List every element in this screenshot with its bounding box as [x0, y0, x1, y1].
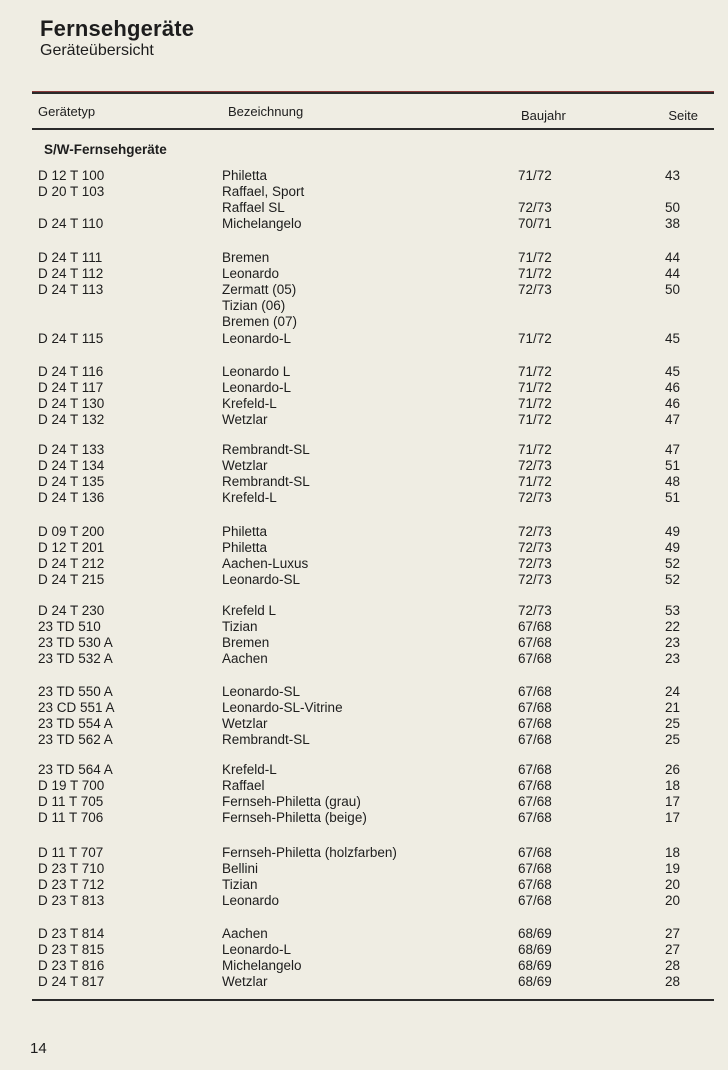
- year-cell: 72/73: [518, 603, 552, 618]
- page-cell: 53: [664, 603, 680, 618]
- device-type-cell: D 24 T 212: [38, 556, 105, 571]
- device-type-cell: D 23 T 712: [38, 877, 105, 892]
- page-cell: 27: [664, 926, 680, 941]
- year-cell: 67/68: [518, 651, 552, 666]
- page-cell: 26: [664, 762, 680, 777]
- designation-cell: Fernseh-Philetta (beige): [222, 810, 367, 825]
- year-cell: 67/68: [518, 778, 552, 793]
- page-cell: 52: [664, 572, 680, 587]
- table-row: [0, 716, 728, 732]
- designation-cell: Krefeld-L: [222, 396, 277, 411]
- year-cell: 71/72: [518, 396, 552, 411]
- device-type-cell: D 11 T 705: [38, 794, 104, 809]
- year-cell: 68/69: [518, 926, 552, 941]
- year-cell: 71/72: [518, 331, 552, 346]
- table-row: [0, 298, 728, 314]
- page-cell: 23: [664, 635, 680, 650]
- table-row: [0, 684, 728, 700]
- device-type-cell: D 24 T 130: [38, 396, 105, 411]
- designation-cell: Raffael: [222, 778, 265, 793]
- year-cell: 71/72: [518, 380, 552, 395]
- table-row: [0, 314, 728, 330]
- device-type-cell: D 24 T 132: [38, 412, 105, 427]
- designation-cell: Aachen: [222, 926, 268, 941]
- table-row: [0, 572, 728, 588]
- page-cell: 48: [664, 474, 680, 489]
- designation-cell: Wetzlar: [222, 458, 268, 473]
- designation-cell: Tizian (06): [222, 298, 286, 313]
- device-type-cell: D 24 T 230: [38, 603, 105, 618]
- year-cell: 67/68: [518, 716, 552, 731]
- device-type-cell: D 19 T 700: [38, 778, 105, 793]
- table-row: [0, 877, 728, 893]
- table-row: [0, 250, 728, 266]
- year-cell: 71/72: [518, 442, 552, 457]
- designation-cell: Raffael, Sport: [222, 184, 305, 199]
- page-cell: 46: [664, 396, 680, 411]
- table-row: [0, 556, 728, 572]
- year-cell: 67/68: [518, 877, 552, 892]
- year-cell: 68/69: [518, 974, 552, 989]
- table-row: [0, 762, 728, 778]
- page-cell: 25: [664, 716, 680, 731]
- table-row: [0, 778, 728, 794]
- column-header-year: Baujahr: [521, 108, 566, 123]
- device-type-cell: 23 TD 564 A: [38, 762, 113, 777]
- designation-cell: Leonardo-SL-Vitrine: [222, 700, 343, 715]
- device-type-cell: 23 TD 554 A: [38, 716, 113, 731]
- table-row: [0, 893, 728, 909]
- designation-cell: Zermatt (05): [222, 282, 297, 297]
- device-type-cell: D 11 T 707: [38, 845, 104, 860]
- year-cell: 67/68: [518, 635, 552, 650]
- year-cell: 72/73: [518, 200, 552, 215]
- year-cell: 72/73: [518, 490, 552, 505]
- designation-cell: Michelangelo: [222, 958, 302, 973]
- table-row: [0, 200, 728, 216]
- year-cell: 68/69: [518, 958, 552, 973]
- table-row: [0, 635, 728, 651]
- year-cell: 68/69: [518, 942, 552, 957]
- page-cell: 50: [664, 200, 680, 215]
- device-type-cell: D 12 T 201: [38, 540, 105, 555]
- page-cell: 45: [664, 331, 680, 346]
- page-cell: 46: [664, 380, 680, 395]
- device-type-cell: D 24 T 115: [38, 331, 104, 346]
- device-type-cell: D 24 T 117: [38, 380, 104, 395]
- year-cell: 72/73: [518, 540, 552, 555]
- page-title: Fernsehgeräte: [40, 16, 195, 41]
- device-type-cell: 23 TD 532 A: [38, 651, 113, 666]
- designation-cell: Bremen (07): [222, 314, 298, 329]
- table-row: [0, 380, 728, 396]
- device-type-cell: D 24 T 215: [38, 572, 105, 587]
- designation-cell: Bellini: [222, 861, 259, 876]
- designation-cell: Michelangelo: [222, 216, 302, 231]
- page-cell: 43: [664, 168, 680, 183]
- page-cell: 19: [664, 861, 680, 876]
- device-type-cell: D 23 T 815: [38, 942, 105, 957]
- designation-cell: Leonardo-L: [222, 380, 292, 395]
- designation-cell: Wetzlar: [222, 974, 268, 989]
- designation-cell: Rembrandt-SL: [222, 442, 310, 457]
- year-cell: 67/68: [518, 732, 552, 747]
- table-row: [0, 700, 728, 716]
- table-row: [0, 442, 728, 458]
- year-cell: 72/73: [518, 282, 552, 297]
- designation-cell: Aachen: [222, 651, 268, 666]
- designation-cell: Leonardo: [222, 893, 280, 908]
- device-type-cell: D 09 T 200: [38, 524, 105, 539]
- table-row: [0, 396, 728, 412]
- designation-cell: Krefeld-L: [222, 762, 277, 777]
- designation-cell: Bremen: [222, 250, 270, 265]
- designation-cell: Wetzlar: [222, 412, 268, 427]
- table-row: [0, 651, 728, 667]
- table-row: [0, 861, 728, 877]
- designation-cell: Wetzlar: [222, 716, 268, 731]
- year-cell: 70/71: [518, 216, 552, 231]
- table-row: [0, 216, 728, 232]
- device-type-cell: 23 CD 551 A: [38, 700, 115, 715]
- table-row: [0, 331, 728, 347]
- designation-cell: Fernseh-Philetta (grau): [222, 794, 361, 809]
- page-cell: 23: [664, 651, 680, 666]
- device-type-cell: D 24 T 112: [38, 266, 104, 281]
- bottom-rule: [32, 999, 714, 1001]
- table-row: [0, 619, 728, 635]
- page-cell: 49: [664, 524, 680, 539]
- table-row: [0, 168, 728, 184]
- table-row: [0, 603, 728, 619]
- year-cell: 67/68: [518, 893, 552, 908]
- table-row: [0, 732, 728, 748]
- year-cell: 72/73: [518, 458, 552, 473]
- year-cell: 67/68: [518, 762, 552, 777]
- designation-cell: Philetta: [222, 524, 268, 539]
- table-row: [0, 412, 728, 428]
- designation-cell: Philetta: [222, 540, 268, 555]
- device-type-cell: D 11 T 706: [38, 810, 104, 825]
- designation-cell: Tizian: [222, 619, 258, 634]
- page-cell: 28: [664, 958, 680, 973]
- device-type-cell: D 24 T 133: [38, 442, 105, 457]
- page-cell: 28: [664, 974, 680, 989]
- page-cell: 24: [664, 684, 680, 699]
- device-type-cell: 23 TD 550 A: [38, 684, 113, 699]
- device-type-cell: D 12 T 100: [38, 168, 105, 183]
- page-cell: 49: [664, 540, 680, 555]
- year-cell: 72/73: [518, 556, 552, 571]
- year-cell: 71/72: [518, 168, 552, 183]
- designation-cell: Aachen-Luxus: [222, 556, 309, 571]
- device-type-cell: 23 TD 562 A: [38, 732, 113, 747]
- device-type-cell: D 23 T 813: [38, 893, 105, 908]
- device-type-cell: D 23 T 816: [38, 958, 105, 973]
- device-type-cell: D 24 T 111: [38, 250, 103, 265]
- table-row: [0, 540, 728, 556]
- year-cell: 67/68: [518, 845, 552, 860]
- page-cell: 51: [664, 490, 680, 505]
- year-cell: 67/68: [518, 861, 552, 876]
- table-row: [0, 474, 728, 490]
- device-type-cell: D 20 T 103: [38, 184, 105, 199]
- table-row: [0, 974, 728, 990]
- table-row: [0, 184, 728, 200]
- page-cell: 50: [664, 282, 680, 297]
- page-cell: 38: [664, 216, 680, 231]
- designation-cell: Bremen: [222, 635, 270, 650]
- designation-cell: Leonardo-L: [222, 331, 292, 346]
- year-cell: 71/72: [518, 364, 552, 379]
- table-row: [0, 794, 728, 810]
- year-cell: 71/72: [518, 266, 552, 281]
- table-row: [0, 282, 728, 298]
- device-type-cell: D 24 T 817: [38, 974, 105, 989]
- device-type-cell: D 24 T 134: [38, 458, 105, 473]
- table-row: [0, 490, 728, 506]
- designation-cell: Fernseh-Philetta (holzfarben): [222, 845, 397, 860]
- year-cell: 71/72: [518, 250, 552, 265]
- section-title: S/W-Fernsehgeräte: [44, 142, 167, 157]
- designation-cell: Krefeld L: [222, 603, 277, 618]
- designation-cell: Leonardo-SL: [222, 572, 301, 587]
- page-cell: 25: [664, 732, 680, 747]
- designation-cell: Tizian: [222, 877, 258, 892]
- page-cell: 17: [664, 794, 680, 809]
- page-number: 14: [30, 1040, 47, 1057]
- table-row: [0, 942, 728, 958]
- page-cell: 17: [664, 810, 680, 825]
- device-type-cell: D 24 T 135: [38, 474, 105, 489]
- device-type-cell: D 23 T 814: [38, 926, 105, 941]
- device-type-cell: D 24 T 116: [38, 364, 104, 379]
- page-cell: 27: [664, 942, 680, 957]
- page-cell: 20: [664, 893, 680, 908]
- page-subtitle: Geräteübersicht: [40, 42, 154, 59]
- column-header-page: Seite: [668, 108, 698, 123]
- page-cell: 21: [664, 700, 680, 715]
- year-cell: 71/72: [518, 474, 552, 489]
- page-cell: 18: [664, 778, 680, 793]
- page-cell: 51: [664, 458, 680, 473]
- designation-cell: Leonardo L: [222, 364, 291, 379]
- device-type-cell: D 24 T 113: [38, 282, 104, 297]
- page-cell: 47: [664, 412, 680, 427]
- year-cell: 71/72: [518, 412, 552, 427]
- designation-cell: Krefeld-L: [222, 490, 277, 505]
- table-row: [0, 810, 728, 826]
- designation-cell: Raffael SL: [222, 200, 285, 215]
- device-type-cell: D 24 T 110: [38, 216, 104, 231]
- page-cell: 45: [664, 364, 680, 379]
- year-cell: 67/68: [518, 619, 552, 634]
- designation-cell: Leonardo-L: [222, 942, 292, 957]
- column-header-type: Gerätetyp: [38, 104, 96, 119]
- table-row: [0, 958, 728, 974]
- page-cell: 20: [664, 877, 680, 892]
- device-type-cell: 23 TD 530 A: [38, 635, 113, 650]
- page-cell: 44: [664, 266, 680, 281]
- column-header-name: Bezeichnung: [228, 104, 304, 119]
- year-cell: 67/68: [518, 700, 552, 715]
- table-row: [0, 845, 728, 861]
- page-cell: 52: [664, 556, 680, 571]
- device-type-cell: D 23 T 710: [38, 861, 105, 876]
- designation-cell: Rembrandt-SL: [222, 732, 310, 747]
- designation-cell: Leonardo-SL: [222, 684, 301, 699]
- table-row: [0, 524, 728, 540]
- designation-cell: Philetta: [222, 168, 268, 183]
- page-cell: 47: [664, 442, 680, 457]
- year-cell: 72/73: [518, 572, 552, 587]
- designation-cell: Rembrandt-SL: [222, 474, 310, 489]
- table-row: [0, 458, 728, 474]
- table-row: [0, 926, 728, 942]
- year-cell: 72/73: [518, 524, 552, 539]
- device-type-cell: D 24 T 136: [38, 490, 105, 505]
- device-type-cell: 23 TD 510: [38, 619, 101, 634]
- designation-cell: Leonardo: [222, 266, 280, 281]
- table-row: [0, 266, 728, 282]
- year-cell: 67/68: [518, 794, 552, 809]
- table-row: [0, 364, 728, 380]
- page-cell: 22: [664, 619, 680, 634]
- year-cell: 67/68: [518, 684, 552, 699]
- year-cell: 67/68: [518, 810, 552, 825]
- page-cell: 44: [664, 250, 680, 265]
- page-cell: 18: [664, 845, 680, 860]
